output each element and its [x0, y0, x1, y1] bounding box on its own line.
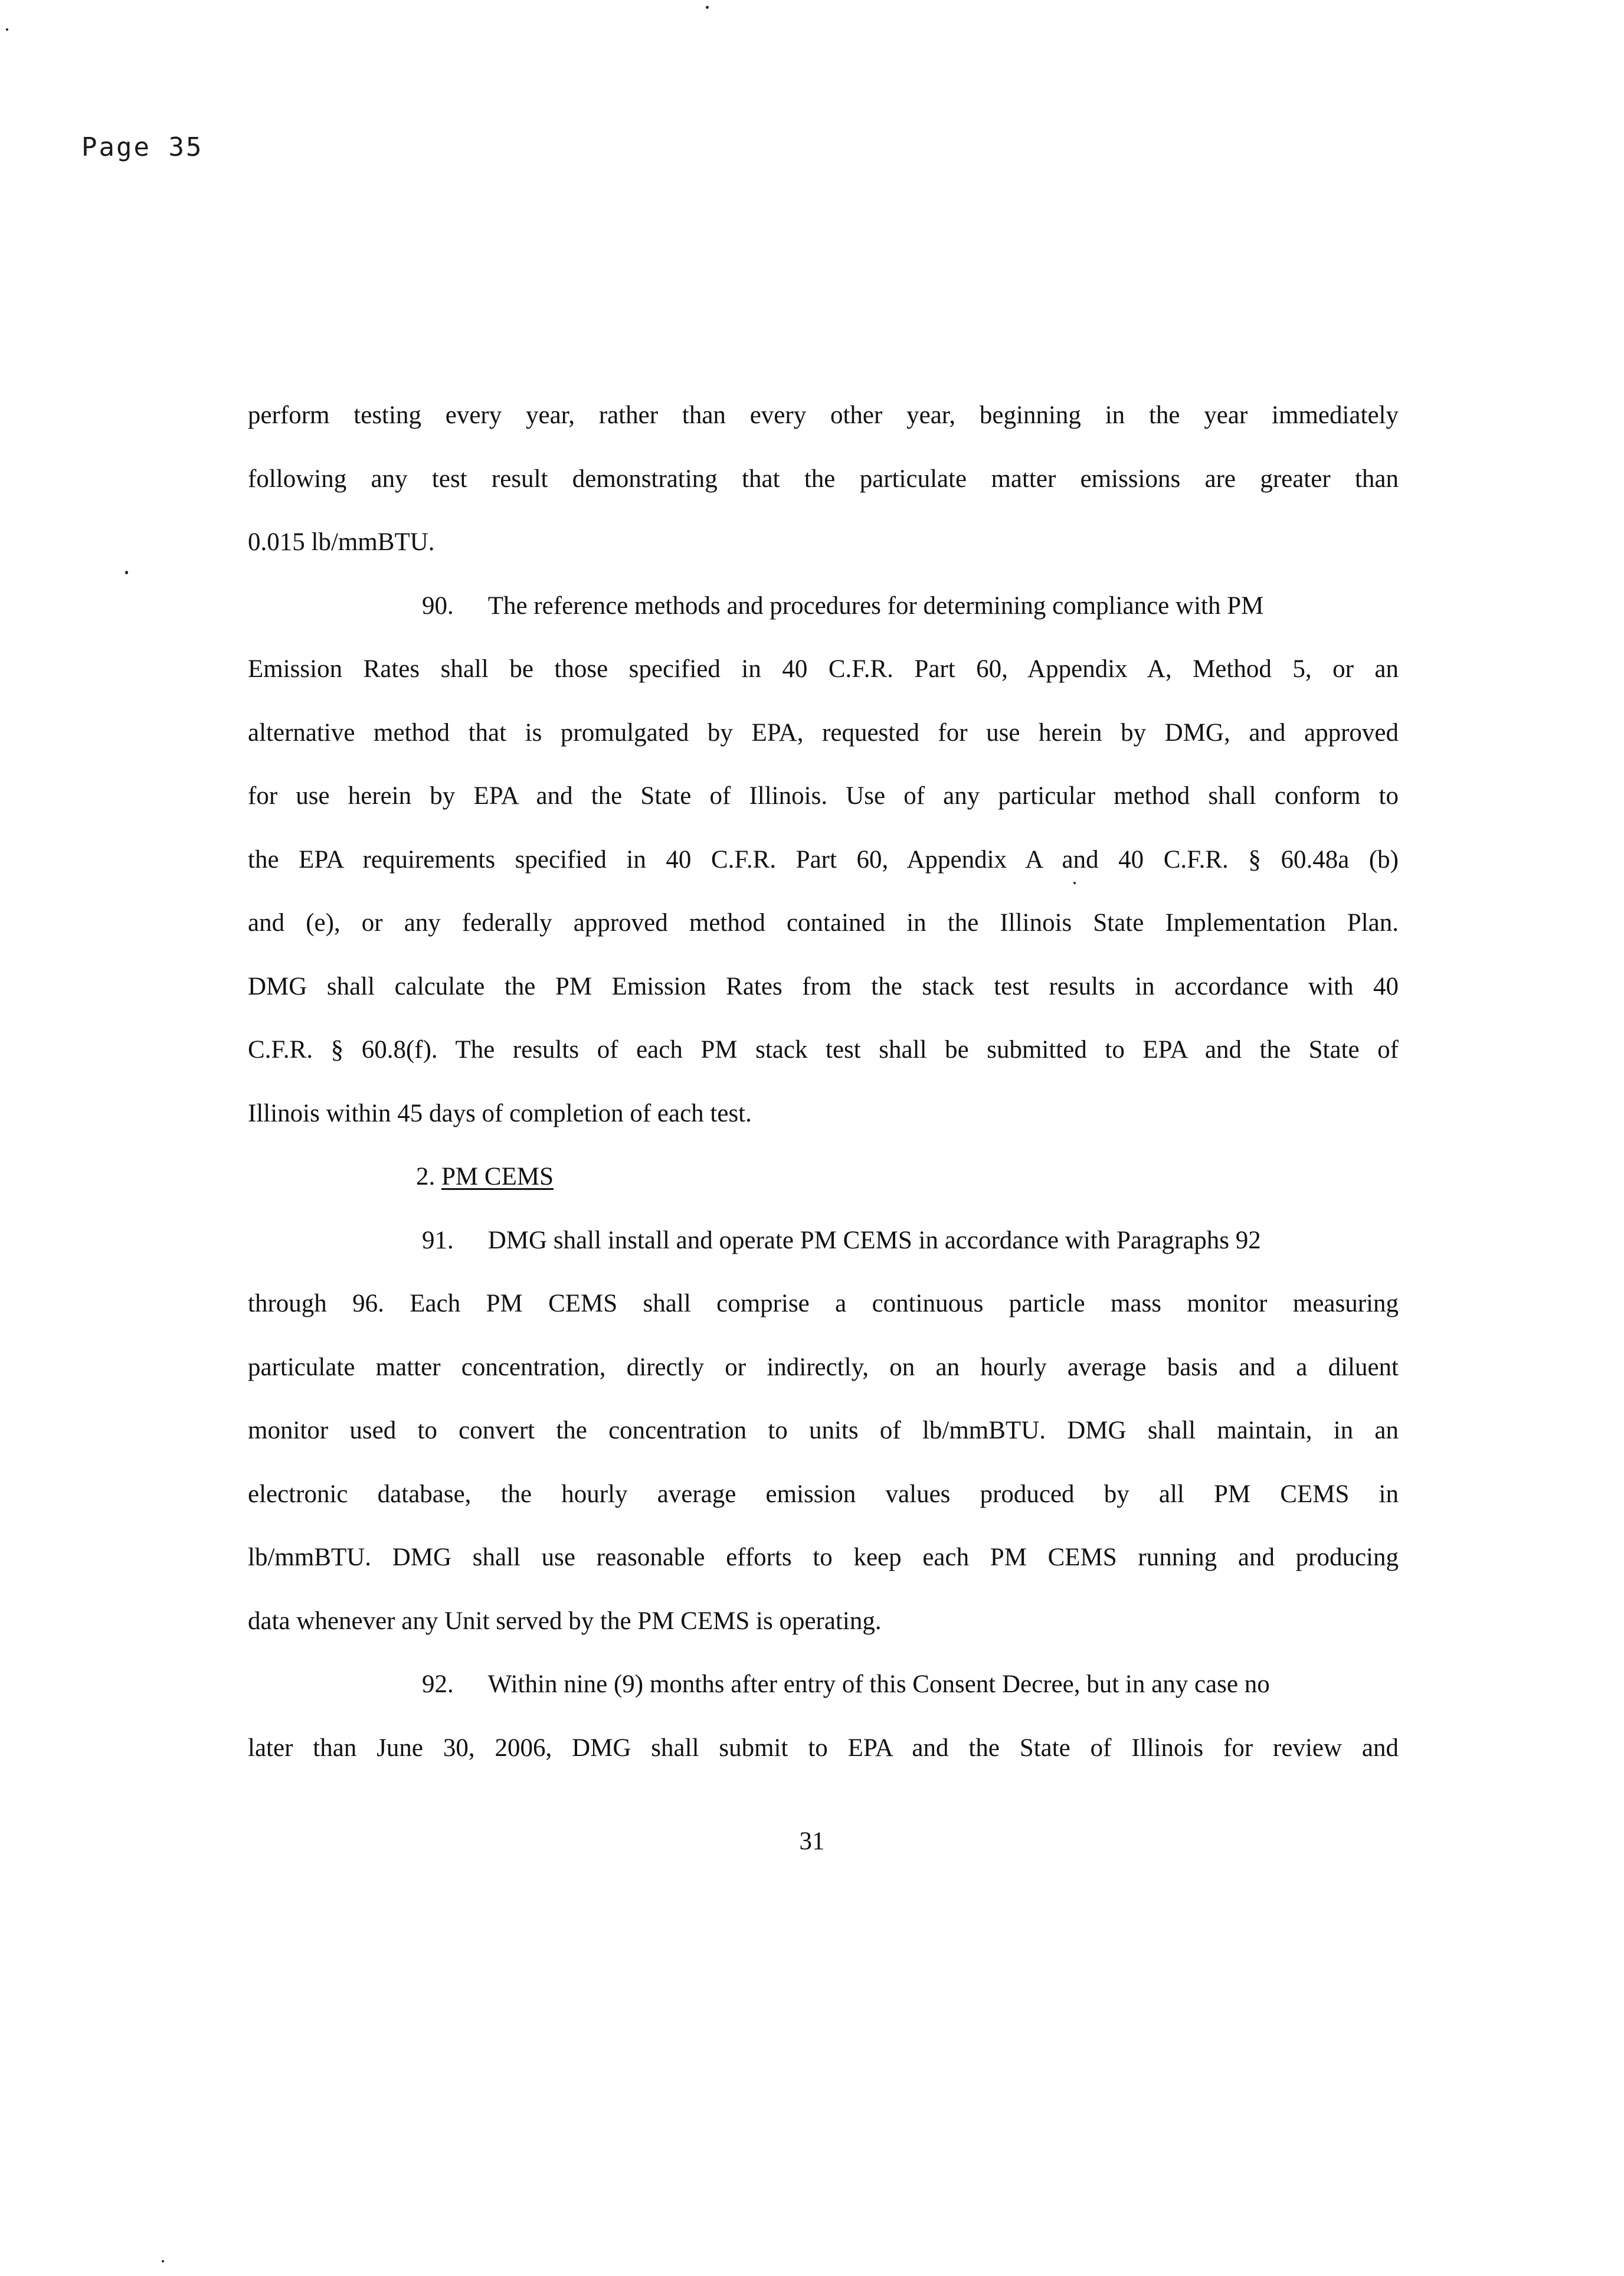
- text-line: data whenever any Unit served by the PM CEMS is operating.: [248, 1607, 882, 1635]
- text-line: the EPA requirements specified in 40 C.F.R. Part 60, Appendix A and 40 C.F.R. § 60.48a (b): [248, 845, 1399, 874]
- scan-speck: [1073, 882, 1076, 884]
- paragraph-90-first-line: [248, 574, 1399, 638]
- paragraph-92-first-line: [248, 1653, 1399, 1716]
- text-line: lb/mmBTU. DMG shall use reasonable efforts to keep each PM CEMS running and producing: [248, 1544, 1399, 1571]
- text-line: and (e), or any federally approved method contained in the Illinois State Implementation Plan.: [248, 909, 1399, 937]
- text-line: following any test result demonstrating that the particulate matter emissions are greater than: [248, 465, 1399, 493]
- section-title: PM CEMS: [441, 1163, 554, 1191]
- paragraph-text: The reference methods and procedures for determining compliance with PM: [487, 591, 1264, 620]
- scan-speck: [125, 571, 128, 574]
- document-body: [248, 384, 1399, 1780]
- text-line: C.F.R. § 60.8(f). The results of each PM stack test shall be submitted to EPA and the State of: [248, 1036, 1399, 1064]
- paragraph-number: 92.: [422, 1670, 454, 1698]
- scan-speck: [6, 28, 8, 31]
- text-line: perform testing every year, rather than every other year, beginning in the year immediately: [248, 401, 1399, 429]
- paragraph-91-first-line: [248, 1209, 1399, 1273]
- paragraph-text: Within nine (9) months after entry of this Consent Decree, but in any case no: [487, 1670, 1270, 1698]
- scan-speck: [706, 6, 709, 9]
- text-line: electronic database, the hourly average emission values produced by all PM CEMS in: [248, 1480, 1399, 1508]
- scan-speck: [162, 2260, 164, 2262]
- section-heading: [248, 1145, 1399, 1209]
- text-line: monitor used to convert the concentration to units of lb/mmBTU. DMG shall maintain, in an: [248, 1417, 1399, 1444]
- text-line: later than June 30, 2006, DMG shall submit to EPA and the State of Illinois for review and: [248, 1734, 1399, 1762]
- section-number: 2.: [416, 1163, 436, 1191]
- paragraph-number: 91.: [422, 1226, 454, 1254]
- text-line: for use herein by EPA and the State of Illinois. Use of any particular method shall conform to: [248, 782, 1399, 810]
- text-line: alternative method that is promulgated by EPA, requested for use herein by DMG, and approved: [248, 718, 1399, 747]
- text-line: Illinois within 45 days of completion of each test.: [248, 1099, 752, 1127]
- paragraph-number: 90.: [422, 591, 454, 620]
- page-label: Page 35: [81, 132, 204, 162]
- text-line: through 96. Each PM CEMS shall comprise a continuous particle mass monitor measuring: [248, 1290, 1399, 1317]
- paragraph-text: DMG shall install and operate PM CEMS in accordance with Paragraphs 92: [487, 1226, 1261, 1254]
- text-line: 0.015 lb/mmBTU.: [248, 528, 435, 556]
- text-line: Emission Rates shall be those specified in 40 C.F.R. Part 60, Appendix A, Method 5, or an: [248, 655, 1399, 683]
- text-line: particulate matter concentration, directly or indirectly, on an hourly average basis and a diluent: [248, 1353, 1399, 1381]
- page-number: 31: [799, 1827, 825, 1855]
- text-line: DMG shall calculate the PM Emission Rates from the stack test results in accordance with 40: [248, 972, 1399, 1000]
